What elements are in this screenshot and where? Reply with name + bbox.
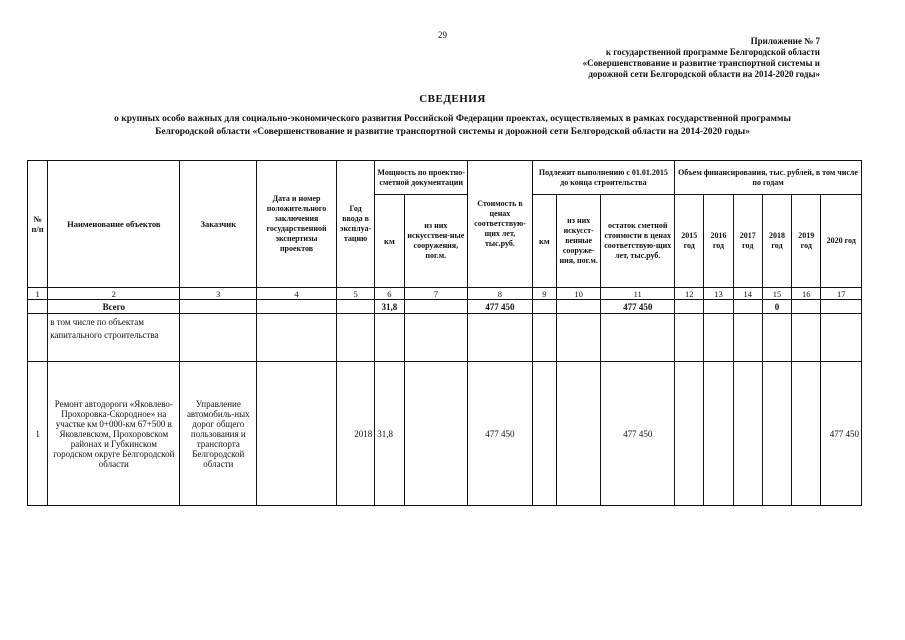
column-number: 4 (257, 288, 337, 300)
column-number: 13 (704, 288, 733, 300)
page-number: 29 (438, 30, 447, 40)
appendix-line: дорожной сети Белгородской области на 2014-2020 годы» (588, 69, 820, 79)
column-number: 12 (675, 288, 704, 300)
column-number: 16 (792, 288, 821, 300)
header-year-2015: 2015 год (675, 195, 704, 288)
column-number: 14 (733, 288, 762, 300)
header-year-2020: 2020 год (821, 195, 862, 288)
column-number: 8 (468, 288, 533, 300)
column-number: 11 (601, 288, 675, 300)
header-remaining-cost: остаток сметной стоимости в ценах соответствую-щих лет, тыс.руб. (601, 195, 675, 288)
total-row (28, 300, 862, 314)
column-number: 2 (48, 288, 180, 300)
subtitle-line: о крупных особо важных для социально-экономического развития Российской Федерации проектах, осуществляемых в рамках государственной программы (114, 114, 791, 124)
header-funding-group: Объем финансирования, тыс. рублей, в том числе по годам (675, 161, 862, 195)
header-remaining-group: Подлежит выполнению с 01.01.2015 до конца строительства (532, 161, 674, 195)
header-remaining-km: км (532, 195, 556, 288)
including-label: в том числе по объектам капитального строительства (48, 314, 180, 362)
object-2020: 477 450 (821, 362, 862, 506)
header-year: Год ввода в эксплуа-тацию (336, 161, 374, 288)
column-number: 5 (336, 288, 374, 300)
column-number: 17 (821, 288, 862, 300)
header-year-2019: 2019 год (792, 195, 821, 288)
column-number: 9 (532, 288, 556, 300)
header-capacity-km: км (375, 195, 404, 288)
header-num: № п/п (28, 161, 48, 288)
header-name: Наименование объектов (48, 161, 180, 288)
object-km: 31,8 (375, 362, 404, 506)
total-remaining-cost: 477 450 (601, 300, 675, 314)
document-title: СВЕДЕНИЯ (419, 93, 486, 105)
header-remaining-artificial: из них искусст-венные сооруже-ния, пог.м. (556, 195, 600, 288)
subtitle-line: Белгородской области «Совершенствование и развитие транспортной системы и дорожной сети Белгородской области на 2014-2020 годы» (155, 126, 750, 137)
object-cost: 477 450 (468, 362, 533, 506)
object-remaining-cost: 477 450 (601, 362, 675, 506)
header-year-2017: 2017 год (733, 195, 762, 288)
including-row (28, 314, 862, 362)
appendix-line: Приложение № 7 (750, 36, 820, 46)
header-customer: Заказчик (180, 161, 257, 288)
total-label: Всего (48, 300, 180, 314)
document-subtitle (40, 113, 865, 138)
appendix-caption (530, 36, 820, 80)
column-number: 6 (375, 288, 404, 300)
header-capacity-group: Мощность по проектно-сметной документации (375, 161, 468, 195)
object-year: 2018 (336, 362, 374, 506)
object-row (28, 362, 862, 506)
object-name: Ремонт автодороги «Яковлево-Прохоровка-Скородное» на участке км 0+000-км 67+500 в Яковлевском, Прохоровском районах и Губкинском городском округе Белгородской области (48, 362, 180, 506)
column-number: 3 (180, 288, 257, 300)
column-number: 10 (556, 288, 600, 300)
object-num: 1 (28, 362, 48, 506)
total-km: 31,8 (375, 300, 404, 314)
object-customer: Управление автомобиль-ных дорог общего пользования и транспорта Белгородской области (180, 362, 257, 506)
column-number: 15 (762, 288, 791, 300)
header-year-2016: 2016 год (704, 195, 733, 288)
projects-table (27, 160, 862, 506)
header-cost: Стоимость в ценах соответствую-щих лет, тыс.руб. (468, 161, 533, 288)
column-number: 7 (404, 288, 468, 300)
appendix-line: «Совершенствование и развитие транспортной системы и (582, 58, 820, 68)
header-year-2018: 2018 год (762, 195, 791, 288)
column-number-row (28, 288, 862, 300)
appendix-line: к государственной программе Белгородской области (605, 47, 820, 57)
total-2018: 0 (762, 300, 791, 314)
header-capacity-artificial: из них искусствен-ные сооружения, пог.м. (404, 195, 468, 288)
header-expertise: Дата и номер положительного заключения государственной экспертизы проектов (257, 161, 337, 288)
column-number: 1 (28, 288, 48, 300)
total-cost: 477 450 (468, 300, 533, 314)
